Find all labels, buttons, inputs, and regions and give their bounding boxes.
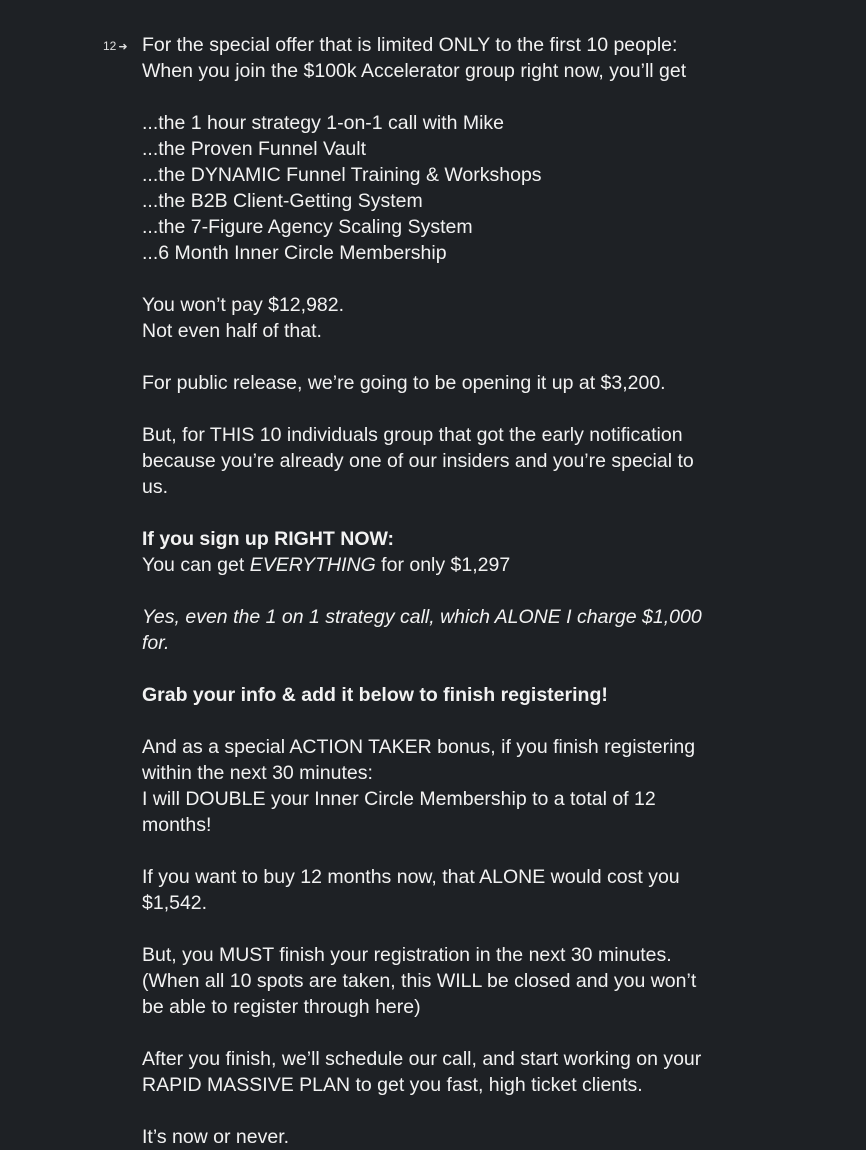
offer-item: ...the B2B Client-Getting System xyxy=(142,190,423,212)
insiders-line: us. xyxy=(142,476,169,498)
bonus-line: within the next 30 minutes: xyxy=(142,762,373,784)
bonus-line: months! xyxy=(142,814,212,836)
strategy-call-note: Yes, even the 1 on 1 strategy call, which ALONE I charge $1,000 for. xyxy=(142,606,708,654)
offer-item: ...the 7-Figure Agency Scaling System xyxy=(142,216,473,238)
insiders-line: But, for THIS 10 individuals group that got the early notification xyxy=(142,424,683,446)
offer-item: ...6 Month Inner Circle Membership xyxy=(142,242,447,264)
price-line: You won’t pay $12,982. xyxy=(142,294,345,316)
insiders-line: because you’re already one of our insiders and you’re special to xyxy=(142,450,694,472)
intro-line: For the special offer that is limited ONLY to the first 10 people: xyxy=(142,34,678,56)
cost-line: If you want to buy 12 months now, that ALONE would cost you xyxy=(142,866,680,888)
spacer xyxy=(142,656,732,682)
public-release-line: For public release, we’re going to be opening it up at $3,200. xyxy=(142,372,666,394)
after-line: After you finish, we’ll schedule our call, and start working on your xyxy=(142,1048,702,1070)
question-number-label: 12 xyxy=(103,39,117,53)
signup-emphasis: EVERYTHING xyxy=(249,554,376,576)
arrow-right-icon: ➜ xyxy=(118,41,128,53)
register-cta: Grab your info & add it below to finish registering! xyxy=(142,684,608,706)
spacer xyxy=(142,1098,732,1124)
spacer xyxy=(142,344,732,370)
spacer xyxy=(142,84,732,110)
after-line: RAPID MASSIVE PLAN to get you fast, high ticket clients. xyxy=(142,1074,643,1096)
spacer xyxy=(142,1020,732,1046)
question-number xyxy=(103,39,128,54)
offer-item: ...the Proven Funnel Vault xyxy=(142,138,367,160)
spacer xyxy=(142,838,732,864)
price-line: Not even half of that. xyxy=(142,320,322,342)
offer-item: ...the 1 hour strategy 1-on-1 call with Mike xyxy=(142,112,504,134)
deadline-line: (When all 10 spots are taken, this WILL be closed and you won’t xyxy=(142,970,697,992)
closing-line: It’s now or never. xyxy=(142,1126,290,1148)
spacer xyxy=(142,266,732,292)
cost-line: $1,542. xyxy=(142,892,208,914)
bonus-line: I will DOUBLE your Inner Circle Membership to a total of 12 xyxy=(142,788,656,810)
question-text xyxy=(142,32,732,1150)
signup-post: for only $1,297 xyxy=(375,554,511,576)
deadline-line: But, you MUST finish your registration in the next 30 minutes. xyxy=(142,944,672,966)
signup-heading: If you sign up RIGHT NOW: xyxy=(142,528,395,550)
spacer xyxy=(142,396,732,422)
spacer xyxy=(142,578,732,604)
signup-pre: You can get xyxy=(142,554,250,576)
deadline-line: be able to register through here) xyxy=(142,996,421,1018)
offer-item: ...the DYNAMIC Funnel Training & Workshops xyxy=(142,164,542,186)
intro-line: When you join the $100k Accelerator group right now, you’ll get xyxy=(142,60,687,82)
spacer xyxy=(142,500,732,526)
bonus-line: And as a special ACTION TAKER bonus, if you finish registering xyxy=(142,736,696,758)
spacer xyxy=(142,708,732,734)
signup-line xyxy=(142,552,732,578)
spacer xyxy=(142,916,732,942)
